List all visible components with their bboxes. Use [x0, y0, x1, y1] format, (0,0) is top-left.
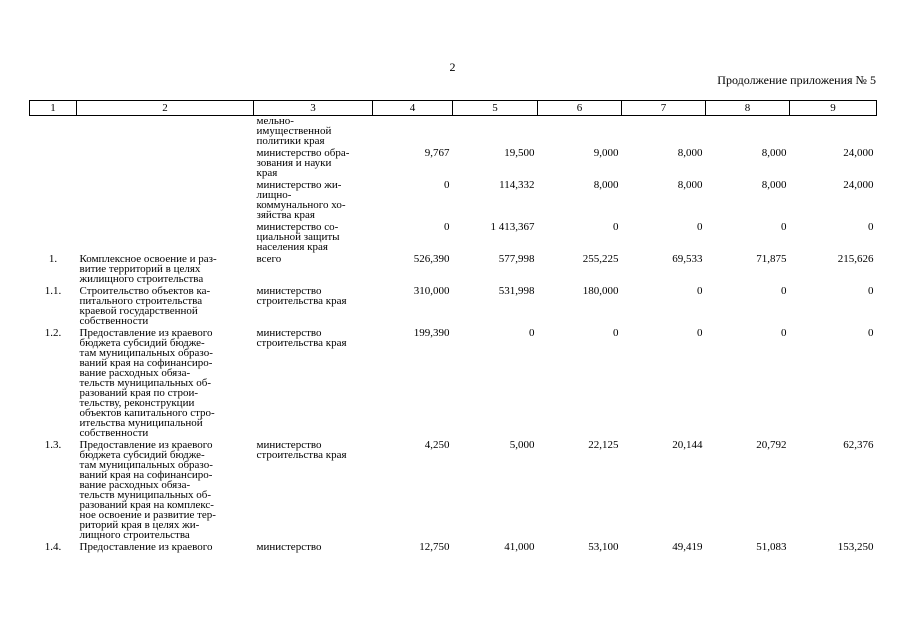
- column-header: 7: [622, 101, 706, 116]
- row-value: 5,000: [509, 439, 535, 451]
- row-name: Предоставление из краевого: [79, 541, 213, 553]
- row-value: 51,083: [756, 541, 787, 553]
- row-value: 0: [781, 285, 787, 297]
- table-row: [30, 116, 877, 147]
- row-value: 0: [444, 179, 450, 191]
- row-value: 12,750: [419, 541, 450, 553]
- table-body: [30, 116, 877, 553]
- row-value: 20,792: [756, 439, 787, 451]
- row-code: 1.3.: [44, 439, 62, 451]
- table-row: [30, 220, 877, 252]
- row-value: [706, 116, 790, 147]
- column-header: 5: [453, 101, 538, 116]
- row-value: 0: [868, 327, 874, 339]
- row-value: 215,626: [837, 253, 874, 265]
- row-value: 526,390: [413, 253, 450, 265]
- row-code: [30, 146, 77, 178]
- row-value: [622, 116, 706, 147]
- row-value: 0: [613, 221, 619, 233]
- row-value: 0: [781, 221, 787, 233]
- row-value: 69,533: [672, 253, 703, 265]
- row-name: [77, 178, 254, 220]
- row-value: 255,225: [582, 253, 619, 265]
- row-organization: министерство: [256, 541, 322, 553]
- program-table: [29, 100, 877, 552]
- row-organization: министерство строительства края: [256, 327, 347, 349]
- row-value: 310,000: [413, 285, 450, 297]
- table-row: [30, 284, 877, 326]
- column-header: 1: [30, 101, 77, 116]
- row-value: 0: [697, 285, 703, 297]
- row-value: [538, 116, 622, 147]
- row-value: [790, 116, 877, 147]
- row-value: 20,144: [672, 439, 703, 451]
- row-organization: министерство жи- лищно- коммунального хо- зяйства края: [256, 179, 346, 221]
- row-value: 199,390: [413, 327, 450, 339]
- row-value: 153,250: [837, 541, 874, 553]
- row-value: 9,767: [424, 147, 450, 159]
- row-value: 49,419: [672, 541, 703, 553]
- row-value: 8,000: [593, 179, 619, 191]
- row-value: [453, 116, 538, 147]
- row-code: 1.1.: [44, 285, 62, 297]
- table-row: [30, 252, 877, 284]
- table-row: [30, 178, 877, 220]
- row-value: 0: [613, 327, 619, 339]
- column-header: 9: [790, 101, 877, 116]
- row-organization: всего: [256, 253, 282, 265]
- row-name: [77, 146, 254, 178]
- row-value: 0: [444, 221, 450, 233]
- row-value: 53,100: [588, 541, 619, 553]
- row-value: [373, 116, 453, 147]
- row-name: Предоставление из краевого бюджета субсидий бюдже- там муниципальных образо- ваний края на софинансиро- вание расходных обяза- тельств муниципальных об- разований края по строи- тельству, реконструкции объектов капитального стро- ительства муниципальной собственности: [79, 327, 215, 439]
- row-value: 41,000: [504, 541, 535, 553]
- row-organization: министерство со- циальной защиты населения края: [256, 221, 340, 253]
- row-value: 62,376: [843, 439, 874, 451]
- column-header: 2: [77, 101, 254, 116]
- table-row: [30, 438, 877, 540]
- header-row: [30, 101, 877, 116]
- row-code: [30, 178, 77, 220]
- row-organization: мельно- имущественной политики края: [256, 115, 332, 147]
- row-value: 8,000: [677, 179, 703, 191]
- row-code: 1.2.: [44, 327, 62, 339]
- row-value: 0: [868, 221, 874, 233]
- column-header: 3: [254, 101, 373, 116]
- row-value: 4,250: [424, 439, 450, 451]
- row-value: 531,998: [498, 285, 535, 297]
- row-name: Строительство объектов ка- питального строительства краевой государственной собственности: [79, 285, 211, 327]
- row-value: 114,332: [499, 179, 535, 191]
- table-row: [30, 540, 877, 552]
- row-value: 8,000: [677, 147, 703, 159]
- table-row: [30, 326, 877, 438]
- row-value: 24,000: [843, 147, 874, 159]
- row-value: 0: [868, 285, 874, 297]
- row-value: 0: [697, 221, 703, 233]
- row-value: 577,998: [498, 253, 535, 265]
- row-value: 22,125: [588, 439, 619, 451]
- row-organization: министерство строительства края: [256, 285, 347, 307]
- row-code: 1.: [48, 253, 58, 265]
- row-value: 19,500: [504, 147, 535, 159]
- row-name: [77, 116, 254, 147]
- row-value: 0: [529, 327, 535, 339]
- row-code: [30, 220, 77, 252]
- page-number: 2: [449, 60, 456, 74]
- row-name: Предоставление из краевого бюджета субсидий бюдже- там муниципальных образо- ваний края на софинансиро- вание расходных обяза- тельств муниципальных об- разований края на комплекс- ное освоение и развитие тер- риторий края в целях жи- лищного строительства: [79, 439, 216, 541]
- row-value: 71,875: [756, 253, 787, 265]
- table-row: [30, 146, 877, 178]
- row-name: Комплексное освоение и раз- витие территорий в целях жилищного строительства: [79, 253, 217, 285]
- row-name: [77, 220, 254, 252]
- row-value: 24,000: [843, 179, 874, 191]
- row-value: 8,000: [761, 147, 787, 159]
- row-organization: министерство строительства края: [256, 439, 347, 461]
- row-value: 9,000: [593, 147, 619, 159]
- row-value: 0: [781, 327, 787, 339]
- row-value: 180,000: [582, 285, 619, 297]
- row-code: [30, 116, 77, 147]
- column-header: 8: [706, 101, 790, 116]
- row-value: 8,000: [761, 179, 787, 191]
- row-organization: министерство обра- зования и науки края: [256, 147, 350, 179]
- row-code: 1.4.: [44, 541, 62, 553]
- continuation-caption: Продолжение приложения № 5: [717, 73, 876, 87]
- row-value: 0: [697, 327, 703, 339]
- row-value: 1 413,367: [490, 221, 535, 233]
- column-header: 4: [373, 101, 453, 116]
- column-header: 6: [538, 101, 622, 116]
